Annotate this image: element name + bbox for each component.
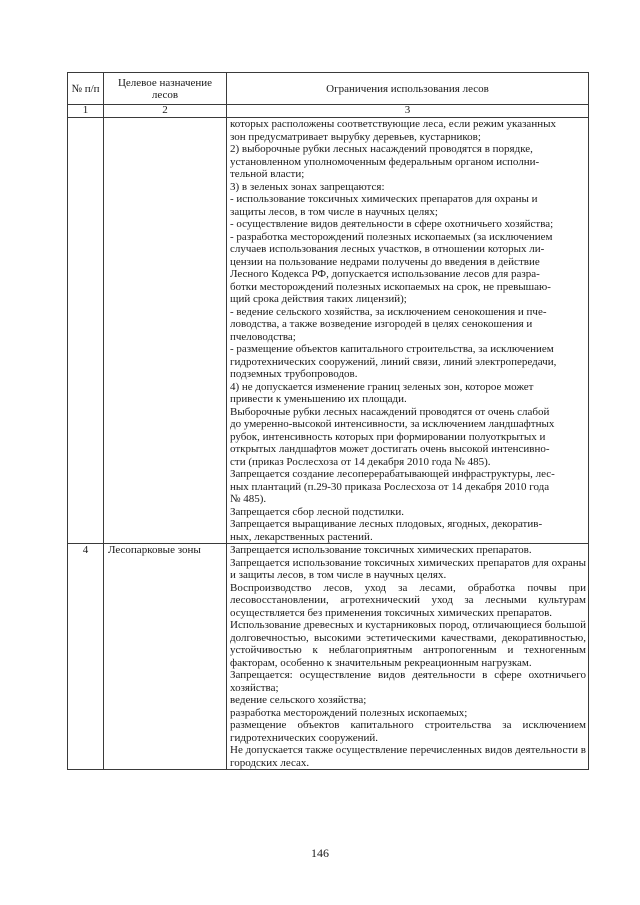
restriction-paragraph: разработка месторождений полезных ископаемых; [230, 706, 468, 719]
forest-restrictions-table [67, 72, 589, 770]
restriction-line: привести к уменьшению их площади. [230, 393, 407, 405]
restriction-line: - размещение объектов капитального строительства, за исключением [230, 343, 554, 355]
restriction-line: 3) в зеленых зонах запрещаются: [230, 180, 385, 193]
restriction-line: Выборочные рубки лесных насаждений проводятся от очень слабой [230, 405, 550, 418]
restriction-line: тельной власти; [230, 168, 305, 180]
continuation-purpose-cell [104, 118, 227, 544]
restriction-paragraph: Не допускается также осуществление перечисленных видов деятельности в городских лесах. [230, 744, 586, 769]
restriction-line: ных, лекарственных растений. [230, 530, 373, 543]
page-number: 146 [311, 846, 329, 860]
header-purpose: Целевое назначение лесов [104, 73, 227, 105]
header-num: № п/п [68, 73, 104, 105]
restriction-line: цензии на пользование недрами получены до введения в действие [230, 255, 540, 268]
row-restrictions-cell [227, 544, 589, 770]
restriction-paragraph: Запрещается: осуществление видов деятельности в сфере охотничьего хозяйства; [230, 669, 586, 694]
restriction-line: до умеренно-высокой интенсивности, за исключением ландшафтных [230, 418, 555, 430]
restriction-line: зон предусматривает вырубку деревьев, кустарников; [230, 130, 481, 143]
restriction-line: установленном уполномоченным федеральным органом исполни- [230, 155, 540, 168]
restriction-line: - осуществление видов деятельности в сфере охотничьего хозяйства; [230, 218, 554, 230]
column-number: 2 [104, 105, 227, 118]
restriction-line: подземных трубопроводов. [230, 368, 358, 380]
restriction-line: Запрещается сбор лесной подстилки. [230, 505, 405, 518]
restriction-paragraph: Использование древесных и кустарниковых пород, отличающиеся большой долговечностью, высокими эстетическими качествами, декоративностью, устойчивостью к неблагоприятным антропогенным и техногенным факторам, особенно к значительным рекреационным нагрузкам. [230, 619, 586, 669]
continuation-text [230, 118, 586, 543]
restriction-paragraph: Воспроизводство лесов, уход за лесами, обработка почвы при лесовосстановлении, агротехнический уход за лесными культурам осуществляется без применения токсичных химических препаратов. [230, 581, 586, 619]
restriction-line: ботки месторождений полезных ископаемых на срок, не превышаю- [230, 280, 551, 293]
restriction-line: которых расположены соответствующие леса, если режим указанных [230, 118, 556, 130]
column-number: 3 [227, 105, 589, 118]
restriction-line: ных плантаций (п.29-30 приказа Рослесхоза от 14 декабря 2010 года [230, 480, 550, 493]
restriction-paragraph: ведение сельского хозяйства; [230, 694, 367, 706]
restriction-line: ловодства, а также возведение изгородей в целях сенокошения и [230, 318, 533, 330]
table-row-continuation [68, 118, 589, 544]
restriction-line: - ведение сельского хозяйства, за исключением сенокошения и пче- [230, 305, 547, 318]
continuation-num-cell [68, 118, 104, 544]
restriction-paragraph: размещение объектов капитального строительства за исключением гидротехнических сооружений. [230, 719, 586, 744]
restriction-line: 4) не допускается изменение границ зеленых зон, которое может [230, 380, 534, 393]
restriction-paragraph: Запрещается использование токсичных химических препаратов. [230, 544, 532, 556]
restriction-line: пчеловодства; [230, 330, 296, 343]
row-restrictions-text [230, 544, 586, 769]
restriction-line: рубок, интенсивность которых при формировании полуоткрытых и [230, 430, 546, 443]
table-header-row [68, 73, 589, 105]
restriction-line: Запрещается выращивание лесных плодовых, ягодных, декоратив- [230, 518, 543, 530]
restriction-line: 2) выборочные рубки лесных насаждений проводятся в порядке, [230, 143, 533, 155]
restriction-line: случаев использования лесных участков, в отношении которых ли- [230, 243, 545, 255]
header-restrictions: Ограничения использования лесов [227, 73, 589, 105]
column-number: 1 [68, 105, 104, 118]
restriction-line: - использование токсичных химических препаратов для охраны и [230, 193, 538, 205]
restriction-line: защиты лесов, в том числе в научных целях; [230, 205, 438, 218]
table-row-4 [68, 544, 589, 770]
restriction-line: щий срока действия таких лицензий); [230, 293, 407, 305]
restriction-line: гидротехнических сооружений, линий связи, линий электропередачи, [230, 355, 557, 368]
column-number-row [68, 105, 589, 118]
restriction-paragraph: Запрещается использование токсичных химических препаратов для охраны и защиты лесов, в том числе в научных целях. [230, 556, 586, 581]
restriction-line: открытых ландшафтов может достигать очень высокой интенсивно- [230, 443, 550, 455]
row-purpose: Лесопарковые зоны [104, 544, 227, 770]
row-number: 4 [68, 544, 104, 770]
restriction-line: № 485). [230, 493, 267, 505]
restriction-line: - разработка месторождений полезных ископаемых (за исключением [230, 230, 553, 243]
continuation-restrictions-cell [227, 118, 589, 544]
restriction-line: сти (приказ Рослесхоза от 14 декабря 2010 года № 485). [230, 455, 491, 468]
restriction-line: Лесного Кодекса РФ, допускается использование лесов для разра- [230, 268, 540, 280]
restriction-line: Запрещается создание лесоперерабатывающей инфраструктуры, лес- [230, 468, 555, 480]
